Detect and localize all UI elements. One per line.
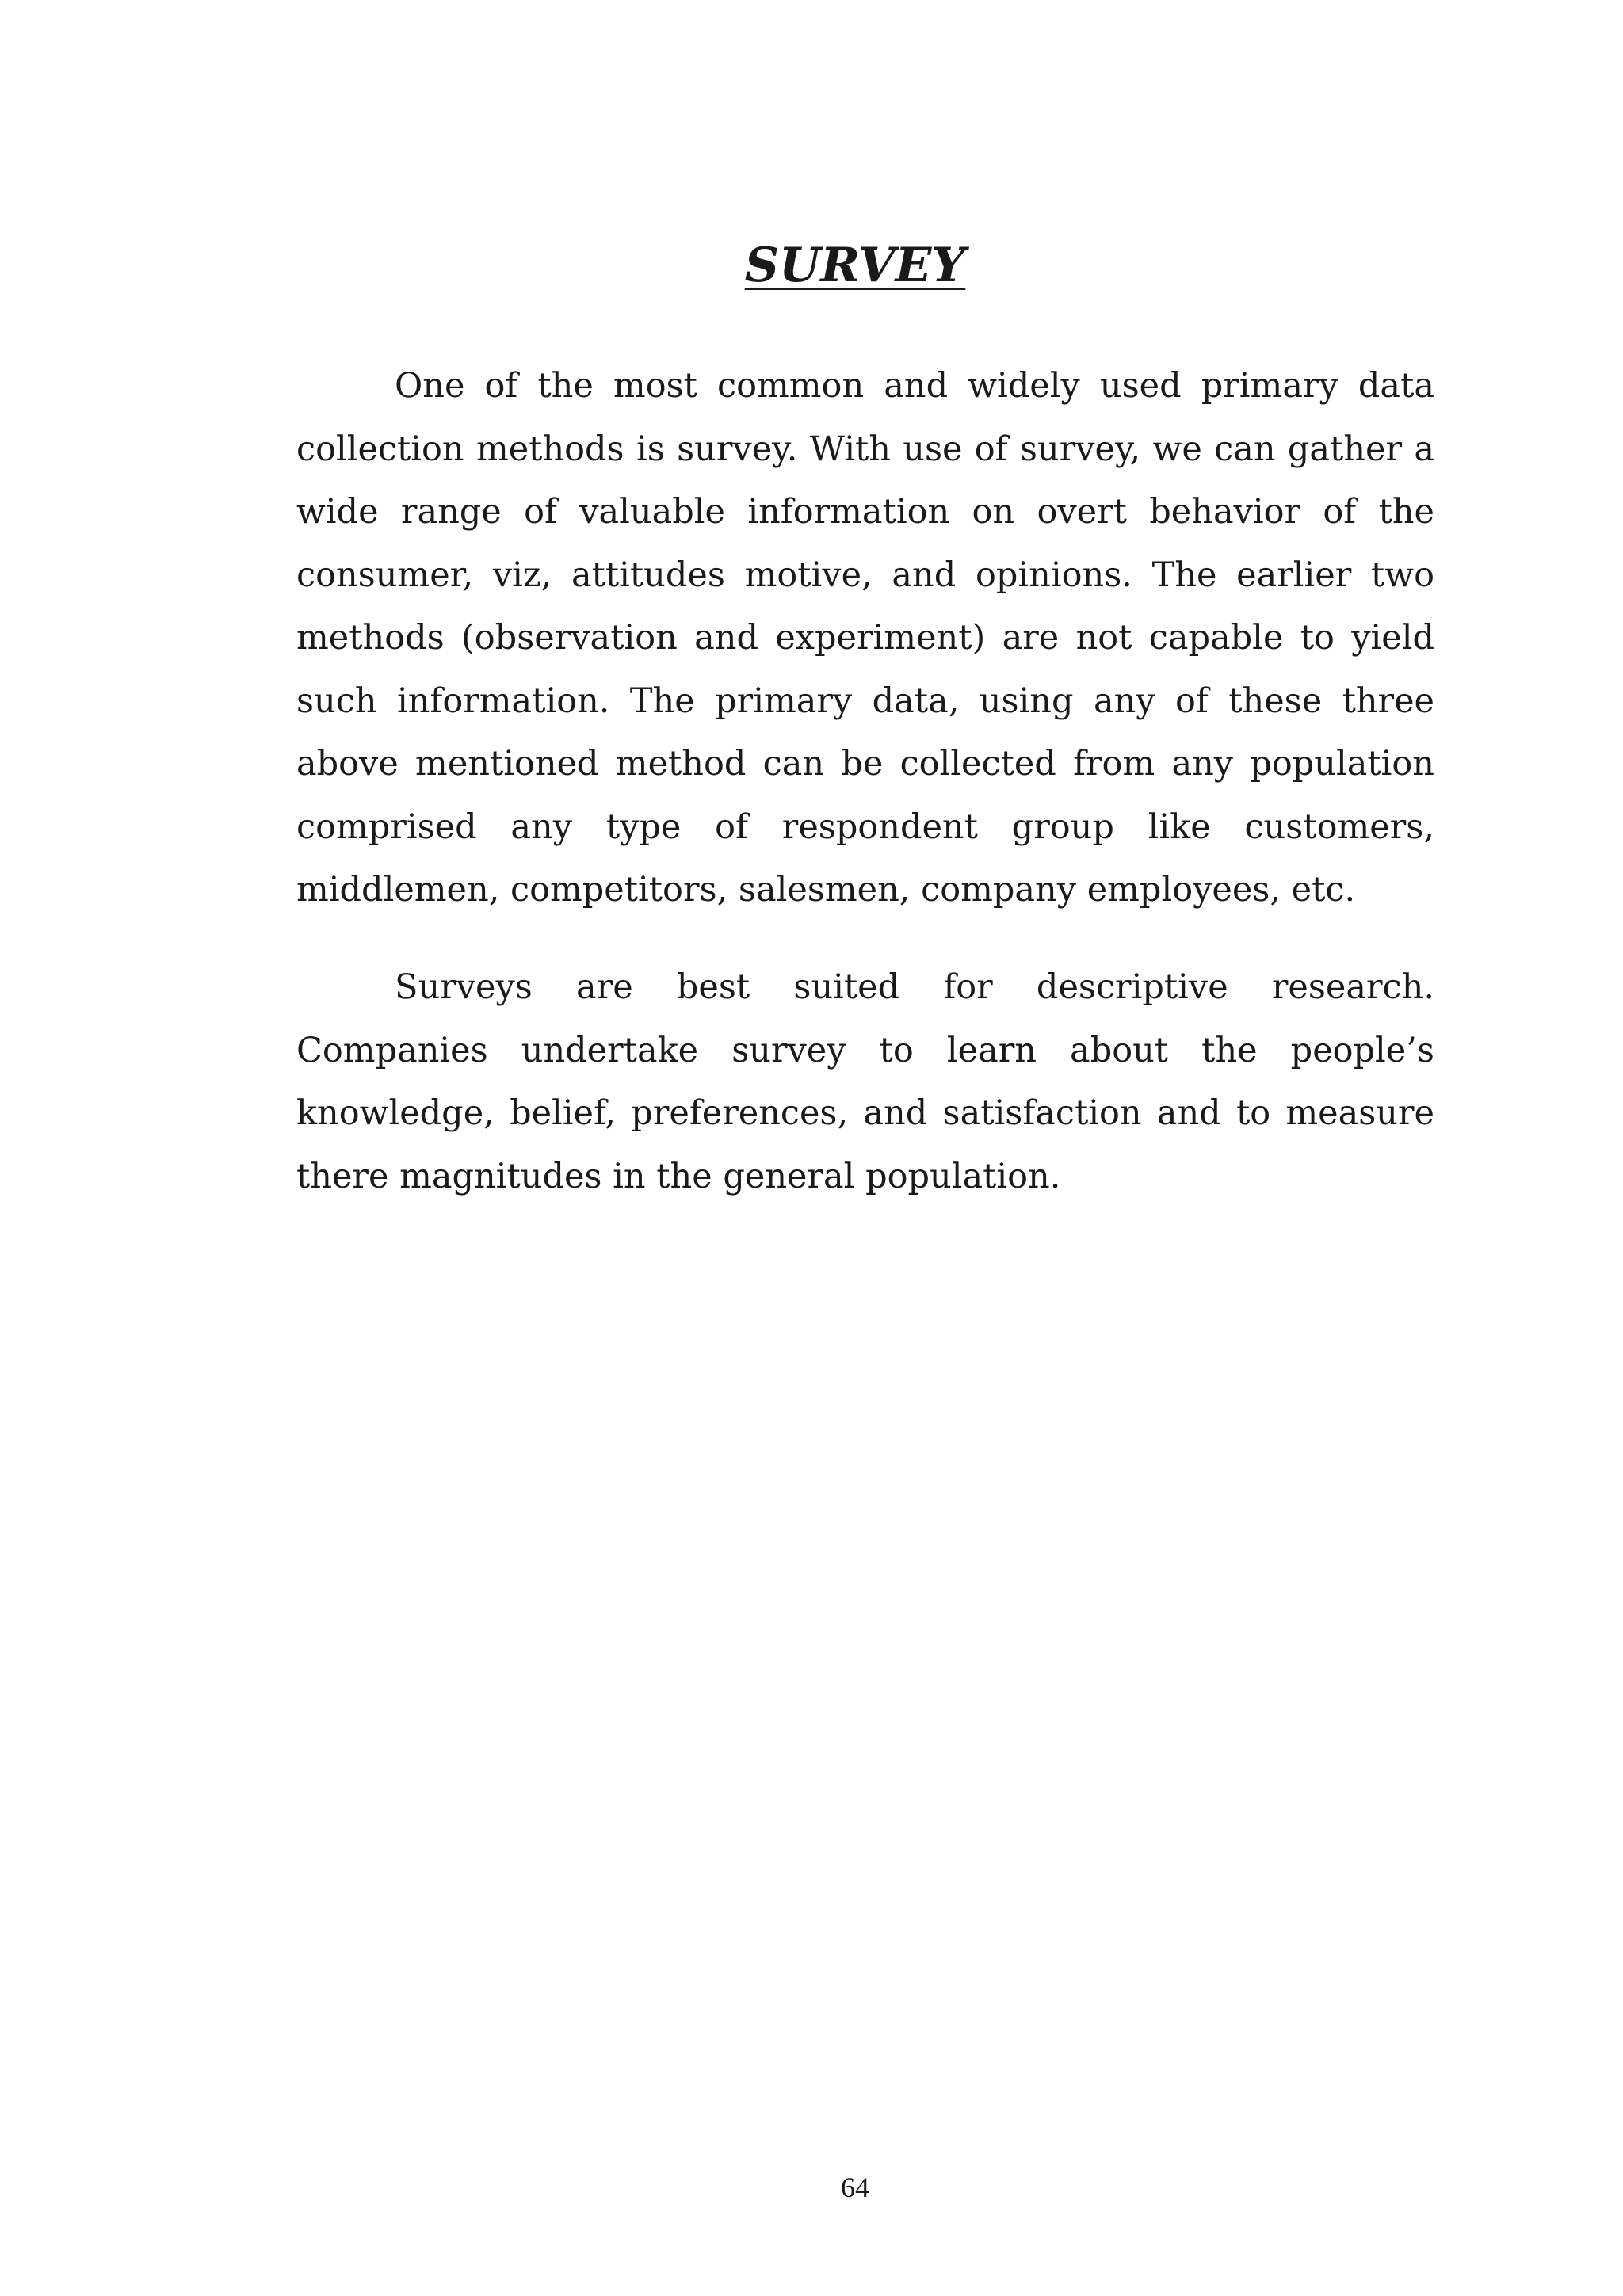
page-number: 64 [841, 2172, 869, 2203]
page-title: SURVEY [744, 238, 966, 293]
body-paragraph-2: Surveys are best suited for descriptive research. Companies undertake survey to learn about the people’s knowledge, belief, preferences, and satisfaction and to measure there magnitudes in the general population. [296, 967, 1434, 1196]
body-paragraph-1: One of the most common and widely used primary data collection methods is survey. With use of survey, we can gather a wide range of valuable information on overt behavior of the consumer, viz, attitudes motive, and opinions. The earlier two methods (observation and experiment) are not capable to yield such information. The primary data, using any of these three above mentioned method can be collected from any population comprised any type of respondent group like customers, middlemen, competitors, salesmen, company employees, etc. [296, 366, 1434, 910]
